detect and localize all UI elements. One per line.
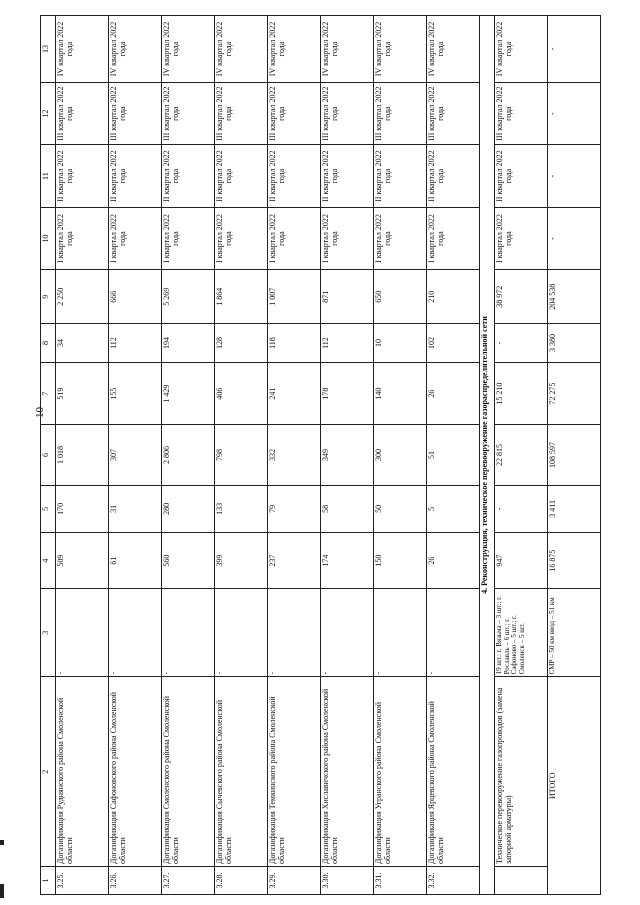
cell-c8: 112 [109,324,162,363]
cell-number: 3.31. [374,867,427,895]
cell-number: 3.32. [427,867,480,895]
cell-c5: 170 [56,485,109,532]
cell-c8: 102 [427,324,480,363]
cell-c5: 5 [427,485,480,532]
cell-q4: IV квартал 2022 года [268,16,321,83]
col-num: 7 [41,362,56,424]
table-row [321,16,374,895]
cell-c6: 22 815 [495,425,548,485]
cell-c7: 178 [321,362,374,424]
cell-name: Догазификация Хиславичского района Смоленской области [321,677,374,867]
cell-c9: 204 538 [548,270,601,324]
cell-c4: 399 [215,533,268,589]
cell-q3: III квартал 2022 года [495,82,548,144]
cell-c6: 798 [215,425,268,485]
cell-c5: 79 [268,485,321,532]
cell-c5: 31 [109,485,162,532]
cell-q4: IV квартал 2022 года [162,16,215,83]
cell-q4: - [548,16,601,83]
cell-c6: 1 018 [56,425,109,485]
cell-number: 3.27. [162,867,215,895]
cell-q1: I квартал 2022 года [215,207,268,269]
cell-c3: - [109,589,162,677]
cell-c4: 509 [56,533,109,589]
col-num: 2 [41,677,56,867]
cell-number [495,867,548,895]
cell-q3: III квартал 2022 года [427,82,480,144]
table-row [427,16,480,895]
cell-q3: - [548,82,601,144]
cell-c7: 26 [427,362,480,424]
table-row [495,16,548,895]
cell-q1: I квартал 2022 года [495,207,548,269]
cell-c7: 72 275 [548,362,601,424]
cell-number: 3.28. [215,867,268,895]
cell-q2: II квартал 2022 года [321,145,374,207]
table-row [109,16,162,895]
cell-c5: 58 [321,485,374,532]
schedule-table [40,15,601,895]
cell-q1: I квартал 2022 года [109,207,162,269]
cell-c9: 210 [427,270,480,324]
cell-q1: I квартал 2022 года [321,207,374,269]
cell-q3: III квартал 2022 года [321,82,374,144]
cell-q1: I квартал 2022 года [427,207,480,269]
cell-number: 3.26. [109,867,162,895]
cell-q3: III квартал 2022 года [268,82,321,144]
cell-c6: 307 [109,425,162,485]
cell-c9: 2 250 [56,270,109,324]
col-num: 13 [41,16,56,83]
cell-q1: - [548,207,601,269]
cell-c5: 133 [215,485,268,532]
cell-c4: 237 [268,533,321,589]
cell-c5: 280 [162,485,215,532]
cell-q2: II квартал 2022 года [215,145,268,207]
col-num: 9 [41,270,56,324]
cell-q2: II квартал 2022 года [268,145,321,207]
cell-c6: 51 [427,425,480,485]
cell-c3: 19 шт.: г. Вязьма – 3 шт.; г. Рославль – 6 шт.; г. Сафоново – 5 шт.; г. Смоленск – 5 шт. [495,589,548,677]
table-row [268,16,321,895]
cell-c4: 174 [321,533,374,589]
cell-c7: 155 [109,362,162,424]
cell-q2: II квартал 2022 года [374,145,427,207]
cell-c4: 560 [162,533,215,589]
col-num: 10 [41,207,56,269]
cell-q1: I квартал 2022 года [162,207,215,269]
cell-q4: IV квартал 2022 года [56,16,109,83]
cell-c7: 140 [374,362,427,424]
cell-c8: 112 [321,324,374,363]
cell-c3: - [215,589,268,677]
cell-c3: - [56,589,109,677]
cell-c9: 38 972 [495,270,548,324]
col-num: 12 [41,82,56,144]
page-number: 10 [34,407,46,418]
cell-c6: 300 [374,425,427,485]
table-row [162,16,215,895]
col-num: 6 [41,425,56,485]
section-title: 4. Реконструкция, техническое перевооружение газораспределительной сети [480,16,495,895]
cell-q2: II квартал 2022 года [495,145,548,207]
table-row [56,16,109,895]
cell-c7: 15 210 [495,362,548,424]
cell-c5: 50 [374,485,427,532]
cell-c7: 1 429 [162,362,215,424]
column-number-row [41,16,56,895]
cell-c3: - [374,589,427,677]
cell-q3: III квартал 2022 года [162,82,215,144]
cell-q3: III квартал 2022 года [374,82,427,144]
scan-mark [0,884,4,898]
cell-number: 3.30. [321,867,374,895]
cell-name: Догазификация Смоленского района Смоленской области [162,677,215,867]
cell-q3: III квартал 2022 года [56,82,109,144]
cell-c9: 666 [109,270,162,324]
cell-c3: - [321,589,374,677]
cell-name: Догазификация Сычевского района Смоленской области [215,677,268,867]
cell-name: Догазификация Сафоновского района Смоленской области [109,677,162,867]
cell-c9: 1 864 [215,270,268,324]
cell-q4: IV квартал 2022 года [495,16,548,83]
cell-c5: - [495,485,548,532]
col-num: 8 [41,324,56,363]
cell-c6: 2 806 [162,425,215,485]
col-num: 3 [41,589,56,677]
cell-c9: 5 269 [162,270,215,324]
cell-name: Техническое перевооружение газопроводов (замена запорной арматуры) [495,677,548,867]
cell-c4: 26 [427,533,480,589]
cell-q2: II квартал 2022 года [109,145,162,207]
table-row [374,16,427,895]
cell-c4: 150 [374,533,427,589]
scan-mark [0,840,4,845]
cell-number: ИТОГО [548,677,601,895]
cell-c8: 34 [56,324,109,363]
total-row [548,16,601,895]
col-num: 11 [41,145,56,207]
cell-c8: 118 [268,324,321,363]
cell-q2: II квартал 2022 года [56,145,109,207]
cell-c8: 3 380 [548,324,601,363]
cell-q3: III квартал 2022 года [109,82,162,144]
cell-c4: 16 875 [548,533,601,589]
col-num: 4 [41,533,56,589]
cell-c5: 3 411 [548,485,601,532]
cell-q2: II квартал 2022 года [162,145,215,207]
cell-q4: IV квартал 2022 года [109,16,162,83]
cell-q1: I квартал 2022 года [56,207,109,269]
cell-number: 3.25. [56,867,109,895]
cell-name: Догазификация Ярцевского района Смоленской области [427,677,480,867]
cell-c4: 947 [495,533,548,589]
section-heading-row [480,16,495,895]
cell-c4: 61 [109,533,162,589]
cell-q4: IV квартал 2022 года [321,16,374,83]
col-num: 1 [41,867,56,895]
cell-q4: IV квартал 2022 года [427,16,480,83]
cell-c9: 650 [374,270,427,324]
cell-c3: - [268,589,321,677]
cell-c8: 128 [215,324,268,363]
cell-q4: IV квартал 2022 года [374,16,427,83]
cell-q3: III квартал 2022 года [215,82,268,144]
cell-c9: 871 [321,270,374,324]
table-body [56,16,601,895]
cell-q2: II квартал 2022 года [427,145,480,207]
cell-c9: 1 007 [268,270,321,324]
cell-name: Догазификация Угранского района Смоленской области [374,677,427,867]
cell-q1: I квартал 2022 года [374,207,427,269]
cell-c8: 194 [162,324,215,363]
cell-c7: 241 [268,362,321,424]
cell-c6: 349 [321,425,374,485]
cell-c3: - [427,589,480,677]
cell-q4: IV квартал 2022 года [215,16,268,83]
cell-q2: - [548,145,601,207]
cell-name: Догазификация Темкинского района Смоленской области [268,677,321,867]
cell-c7: 406 [215,362,268,424]
table-row [215,16,268,895]
col-num: 5 [41,485,56,532]
cell-c3: - [162,589,215,677]
cell-c6: 108 597 [548,425,601,485]
cell-c6: 332 [268,425,321,485]
cell-c8: 10 [374,324,427,363]
cell-name: Догазификация Руднянского района Смоленской области [56,677,109,867]
cell-c7: 519 [56,362,109,424]
cell-number: 3.29. [268,867,321,895]
cell-c3: СМР – 50 км ввод – 51 км [548,589,601,677]
cell-q1: I квартал 2022 года [268,207,321,269]
cell-c8: - [495,324,548,363]
rotated-table-container [40,15,604,895]
